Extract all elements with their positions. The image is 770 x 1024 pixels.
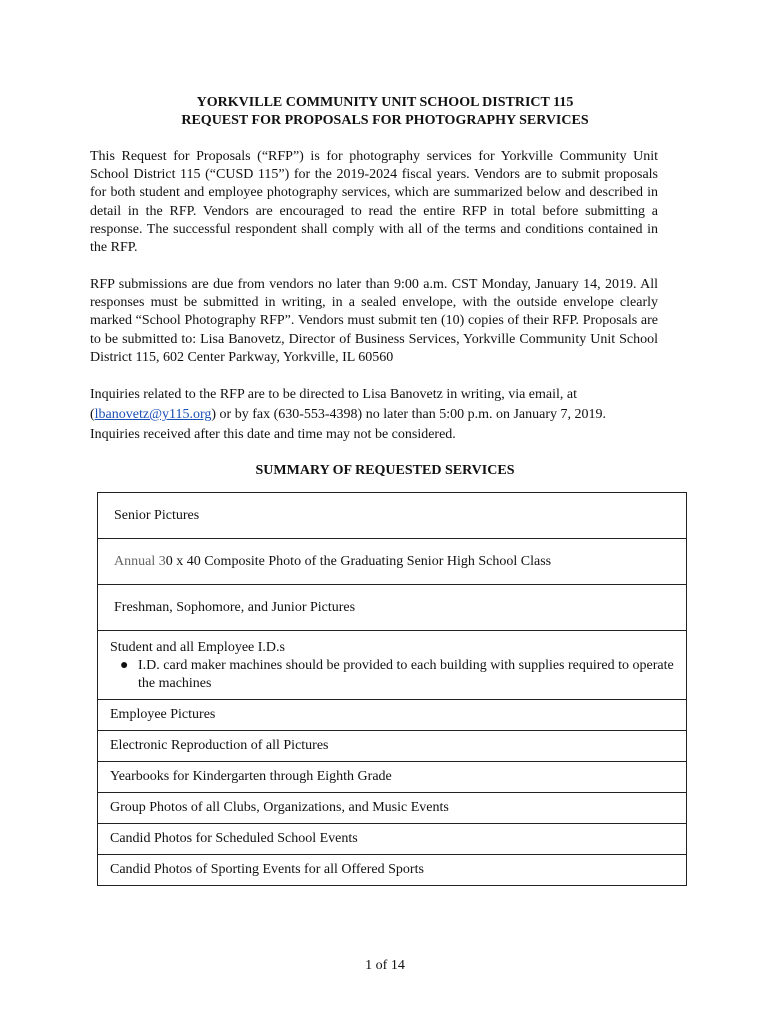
- service-cell: [98, 539, 687, 585]
- table-row: [98, 855, 687, 886]
- service-cell: Yearbooks for Kindergarten through Eighth Grade: [98, 762, 687, 793]
- service-bullet-list: [110, 657, 674, 693]
- service-cell: Candid Photos of Sporting Events for all Offered Sports: [98, 855, 687, 886]
- rfp-title: REQUEST FOR PROPOSALS FOR PHOTOGRAPHY SERVICES: [181, 113, 589, 128]
- inquiries-text-after: ) or by fax (630-553-4398) no later than 5:00 p.m. on January 7, 2019. Inquiries received after this date and time may not be considered.: [90, 407, 607, 442]
- table-row: [98, 585, 687, 631]
- submission-paragraph: RFP submissions are due from vendors no later than 9:00 a.m. CST Monday, January 14, 2019. All responses must be submitted in writing, in a sealed envelope, with the outside envelope clearly marked “School Photography RFP”. Vendors must submit ten (10) copies of their RFP. Proposals are to be submitted to: Lisa Banovetz, Director of Business Services, Yorkville Community Unit School District 115, 602 Center Parkway, Yorkville, IL 60560: [90, 277, 658, 365]
- table-row: [98, 793, 687, 824]
- summary-heading: SUMMARY OF REQUESTED SERVICES: [255, 463, 515, 478]
- bullet-text: I.D. card maker machines should be provided to each building with supplies required to operate the machines: [138, 658, 674, 691]
- service-cell: Group Photos of all Clubs, Organizations, and Music Events: [98, 793, 687, 824]
- district-title: YORKVILLE COMMUNITY UNIT SCHOOL DISTRICT 115: [196, 95, 574, 110]
- service-title: Student and all Employee I.D.s: [110, 640, 285, 655]
- table-row: [98, 731, 687, 762]
- service-cell: Freshman, Sophomore, and Junior Pictures: [98, 585, 687, 631]
- service-cell-rest: 0 x 40 Composite Photo of the Graduating Senior High School Class: [165, 553, 552, 569]
- email-link[interactable]: lbanovetz@y115.org: [94, 407, 212, 422]
- table-row: [98, 700, 687, 731]
- page-number: 1 of 14: [365, 958, 405, 973]
- table-row: [98, 493, 687, 539]
- service-cell: Candid Photos for Scheduled School Events: [98, 824, 687, 855]
- list-item: [120, 657, 674, 693]
- table-row: [98, 539, 687, 585]
- services-table: [97, 492, 687, 886]
- table-row: [98, 631, 687, 700]
- service-cell: Employee Pictures: [98, 700, 687, 731]
- table-row: [98, 824, 687, 855]
- bullet-icon: ●: [120, 658, 129, 673]
- inquiries-paragraph: [90, 385, 658, 445]
- inquiries-text-before: Inquiries related to the RFP are to be directed to Lisa Banovetz in writing, via email, at (: [90, 387, 578, 422]
- table-row: [98, 762, 687, 793]
- intro-paragraph: This Request for Proposals (“RFP”) is for photography services for Yorkville Community Unit School District 115 (“CUSD 115”) for the 2019-2024 fiscal years. Vendors are to submit proposals for both student and employee photography services, which are summarized below and described in detail in the RFP. Vendors are encouraged to read the entire RFP in total before submitting a response. The successful respondent shall comply with all of the terms and conditions contained in the RFP.: [90, 149, 658, 256]
- service-cell: [98, 631, 687, 700]
- service-cell-gray-part: Annual 3: [114, 553, 166, 569]
- service-cell: Electronic Reproduction of all Pictures: [98, 731, 687, 762]
- service-cell: Senior Pictures: [98, 493, 687, 539]
